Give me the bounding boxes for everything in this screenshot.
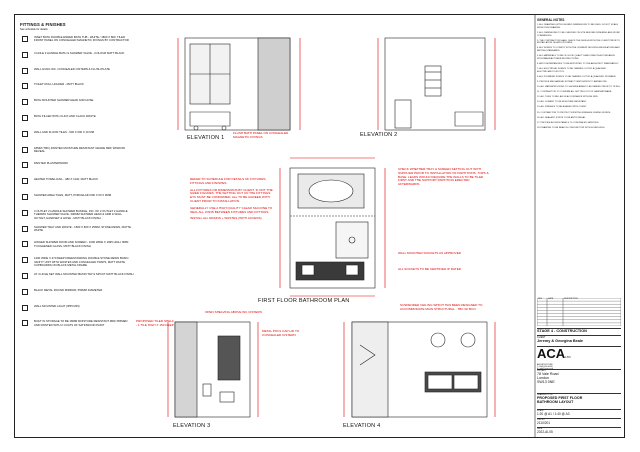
- company-line-2: T: 0000 000 0000: [537, 366, 553, 368]
- legend-item-text: WALL MOUNTED LIGHT (IP65 MIN): [34, 303, 80, 308]
- legend-item-text: SHOWER AREA TILES, MATT, PORCELAIN 600 X 60 X 9MM: [34, 193, 112, 197]
- note-e3-shelving: OPEN SHELVING ABOVE WC CISTERN: [205, 310, 262, 314]
- general-note: 9. PROVIDE MECHANICAL EXTRACT VENTILATION TO BATHROOM.: [537, 80, 607, 83]
- stage-row: [537, 328, 621, 333]
- note-plan-left-3: GENERALLY USE A HIGH QUALITY CLEAR SILICONE TO SEAL ALL JOINS BETWEEN FIXTURES AND FITTINGS.: [190, 205, 273, 214]
- legend-item-text: 3 OUTLET 2 HANDLE SHOWER BUNDLE, INC. OF 2 OUTLET 2 HANDLE THERMO SHOWER VALVE, 300MM SHOWER HEAD & ARM & WALL OUTLET, HANDSET & HOSE - MATT BLACK FINISH: [34, 208, 128, 220]
- legend-item-text: 18MM (TBC) PAINTED MOISTURE RESISTANT GRADE MDF WINDOW REVEAL: [34, 145, 126, 153]
- date-value: 2022-AI-05: [537, 430, 553, 434]
- general-note: 3. THE CONTRACTOR SHALL CHECK THE DESIGN WITH THE CLIENT PRIOR TO INSTALLATION OF ANY FIXTURES.: [537, 39, 621, 45]
- project-line-2: London: [537, 376, 549, 380]
- legend-item-text: TOILET ROLL HOLDER - MATT BLACK: [34, 82, 84, 87]
- legend-item-text: BLACK METAL ROUND MIRROR, 550MM DIAMETER: [34, 287, 103, 292]
- client-row: [537, 335, 621, 343]
- date-col: DATE: [548, 298, 554, 300]
- note-e3-cistern: METAL POOL CAP LID TO CONCEALED CISTERN: [262, 329, 300, 337]
- general-note: 13. ALL JOINERY TO BE MOISTURE RESISTANT.: [537, 101, 587, 104]
- project-line-1: 78 Vale Road: [537, 372, 559, 376]
- job-row: [537, 418, 621, 425]
- legend-item-text: 1400 WIDE X 470 DEEP FREESTANDING DOUBLE STONE RESIN BASIN VANITY UNIT WITH WASTES AND CONCEALED TRAPS, MATT WHITE CUPBOARDS ON BLACK METAL FRAME: [34, 256, 129, 267]
- legend-item-text: BATH MOUNTED SHOWER HEAD AND HOSE: [34, 98, 94, 103]
- elevation-2-title: ELEVATION 2: [360, 132, 398, 138]
- date-row: [537, 427, 621, 434]
- general-note: 16. ALL SEALANT JOINTS TO BE ANTI-FUNGAL.: [537, 116, 587, 119]
- legend-item-text: 3 HOLE 3 HANDLE BATH & SHOWER VALVE - COLOUR MATT BLACK: [34, 50, 125, 55]
- elevation-3-title: ELEVATION 3: [173, 423, 211, 429]
- drawing-title-row: [537, 393, 621, 404]
- general-note: 15. CONTRACTOR TO PROTECT EXISTING FINISHES DURING WORKS.: [537, 111, 611, 114]
- general-note: 2. ALL DIMENSIONS TO BE CHECKED ON SITE BEFORE ORDERING AND WORK COMMENCES.: [537, 31, 620, 37]
- note-plan-sockets: WALL MOUNTED SOCKETS AS APPROVED: [398, 251, 462, 255]
- general-note: 14. ALL FINISHES TO BE AGREED WITH CLIENT.: [537, 106, 587, 109]
- elevation-4-title: ELEVATION 4: [343, 423, 381, 429]
- general-note: 12. ALL TILES TO BE LAID IN ACCORDANCE WITH BS 5385.: [537, 96, 599, 99]
- legend-item-text: PAINTED PLASTERWORK: [34, 161, 69, 166]
- legend-item-text: SHOWER TRAY AND WASTE - 1500 X 800 X 25MM, STONE RESIN, MATTE WHITE: [34, 224, 131, 232]
- note-plan-left-4: INSTALL ALL DRAINS + WASTES (WITH ACCESS): [190, 216, 262, 221]
- notes-heading: GENERAL NOTES: [537, 18, 565, 22]
- note-bath-panel: FLUSH BATH PANEL ON CONCEALED MAGNETIC FIXINGS: [233, 131, 289, 139]
- revision-table: [537, 298, 621, 326]
- project-label: PROJECT: [537, 370, 547, 372]
- elevation-4-drawing: [344, 322, 495, 417]
- general-note: 4. ALL WORKS TO COMPLY WITH THE CURRENT BUILDING REGULATIONS AND BRITISH STANDARDS.: [537, 47, 620, 53]
- elevation-3-drawing: [168, 322, 258, 417]
- legend-item-text: INSET BATH DOUBLE ENDED BATH TUB - WHITE / 1800 X 800. TILED FRONT PANEL ON CONCEALED MAGNETIC FIXINGS BY CONTRACTOR: [34, 35, 129, 43]
- drawing-title-1: PROPOSED FIRST FLOOR: [537, 396, 583, 400]
- scale-value: 1:20 @ A1 / 1:40 @ A3: [537, 412, 570, 416]
- general-note: 7. ALL ELECTRICAL WORKS TO BE CARRIED OUT BY A QUALIFIED ELECTRICIAN TO BS 7671.: [537, 68, 607, 73]
- company-row: [537, 346, 621, 370]
- logo-text: ACA: [537, 346, 566, 361]
- general-note: 10. ALL WATERPROOFING TO SHOWER AREA TO BE TANKED PRIOR TO TILING.: [537, 86, 621, 89]
- bathroom-plan-drawing: [280, 158, 385, 296]
- drawing-title-label: DRAWING TITLE: [537, 394, 553, 396]
- legend-item-text: 2X 3 HOLE SET WALL MOUNTED BASIN TAP & SPOUT MATT BLACK FINISH: [34, 272, 134, 276]
- note-e4-ceiling: SUSPENDED CEILING WHICH HAS BEEN DESIGNED TO ACCOMMODATE MAIN STRUCTURAL - TBC W/ BCO: [400, 303, 483, 311]
- job-number: 2110/201: [537, 421, 551, 425]
- note-plan-right: CHECK WHETHER TRAY & SCREEN SETTING OUT WITH SUPPLIER PRIOR TO INSTALLATION OF PARTITIONS, TOPS & BASE. LEADS WOULD REQUIRE THE WALLS TO BE TILED FIRST AND THE SUPPORT PARTITION ERECTED AFTERWARDS: [398, 167, 489, 187]
- general-note: 18. DRAWING TO BE READ IN CONJUNCTION WITH SCHEDULES.: [537, 126, 606, 129]
- legend-item-text: WALL HUNG WC. CONCEALED CISTERN & FLUSH PLATE: [34, 66, 110, 71]
- note-plan-left-1: REFER TO SCHEDULE FOR DETAILS OF FIXTURES, FITTINGS AND FINISHES: [190, 177, 267, 185]
- general-note: 5. ALL MATERIALS TO BE OF GOOD QUALITY AND FIXED IN ACCORDANCE WITH MANUFACTURER INSTRUCTIONS.: [537, 55, 615, 60]
- logo-suffix: LTD: [565, 355, 571, 359]
- client-label: CLIENT: [537, 336, 546, 339]
- rev-col: REV: [538, 298, 543, 300]
- company-line-3: E: info@aca.co.uk: [537, 368, 554, 370]
- scale-label: SCALE: [537, 410, 544, 412]
- project-line-3: SW13 0NE: [537, 380, 555, 384]
- general-note: 1. ALL DRAWINGS WITH FIGURED DIMENSIONS TO BE USED. DO NOT SCALE FROM THIS DRAWING.: [537, 24, 619, 29]
- legend-item-text: BUILT IN STORAGE TO BE 18MM MOISTURE RESISTANT MDF PRIMED AND PAINTED WITH 2 COATS OF SATINWOOD PAINT: [34, 319, 128, 327]
- general-note: 11. CONTRACTOR TO CONFIRM ALL SETTING OUT OF SANITARYWARE.: [537, 91, 612, 94]
- drawing-title-2: BATHROOM LAYOUT: [537, 400, 574, 404]
- company-line-1: ARCHITECTURE: [537, 364, 553, 366]
- project-row: [537, 369, 621, 384]
- legend-title: FITTINGS & FINISHES: [20, 22, 66, 27]
- notes-list: [537, 24, 621, 130]
- note-e3-shelf: PROPOSED TILED SHELF - 1 TILE HIGH X 150 DEEP: [136, 319, 174, 327]
- legend-item-text: WALL AND FLOOR TILES - 600 X 600 X 10 MM: [34, 129, 95, 134]
- client-name: Jeremy & Georgina Beale: [537, 339, 584, 343]
- company-logo: [537, 347, 621, 364]
- general-note: 6. ANY DISCREPANCIES TO BE REPORTED TO THE ARCHITECT IMMEDIATELY.: [537, 62, 619, 65]
- stage: STAGE 4 - CONSTRUCTION: [537, 329, 587, 333]
- general-note: 17. PROVIDE ACCESS PANELS TO CONCEALED SERVICES.: [537, 121, 600, 124]
- plan-title: FIRST FLOOR BATHROOM PLAN: [258, 298, 350, 304]
- note-plan-ip: ALL SOCKETS TO BE CERTIFIED IP RATED: [398, 267, 462, 271]
- scale-row: [537, 409, 621, 416]
- job-label: JOB NO.: [537, 419, 546, 421]
- elevation-2-drawing: [378, 38, 495, 130]
- date-label: DATE: [537, 428, 543, 430]
- elevation-1-drawing: [178, 38, 300, 130]
- general-notes: [537, 18, 621, 311]
- legend-subtitle: See schedule for details: [20, 28, 48, 31]
- note-plan-left: [190, 178, 276, 221]
- note-plan-left-2: ALL FIXTURES OR DIMENSIONS BY CLIENT. IF NOT THE SIZED FIGURES, THE SETTING OUT OF THE FITTINGS ETC MUST BE CONFIRMED. ALL TO BE AGREED WITH CLIENT PRIOR TO INSTALLATION.: [190, 187, 273, 203]
- legend-item-text: HEATED TOWEL RAIL - 480 X 1140, MATT BLACK: [34, 177, 98, 182]
- desc-col: DESCRIPTION: [564, 298, 578, 300]
- general-note: 8. ALL PLUMBING WORKS TO BE CARRIED OUT BY A QUALIFIED PLUMBER.: [537, 75, 617, 78]
- legend-item-text: BATH FILLER WITH CLICK AND CLACK WASTE: [34, 114, 96, 118]
- elevation-1-title: ELEVATION 1: [187, 135, 225, 141]
- legend-item-text: HINGED SHOWER DOOR AND SCREEN - 1000 WIDE X 1995 HIGH, 8MM TOUGHENED GLASS, MATT BLACK FINISH: [34, 240, 129, 248]
